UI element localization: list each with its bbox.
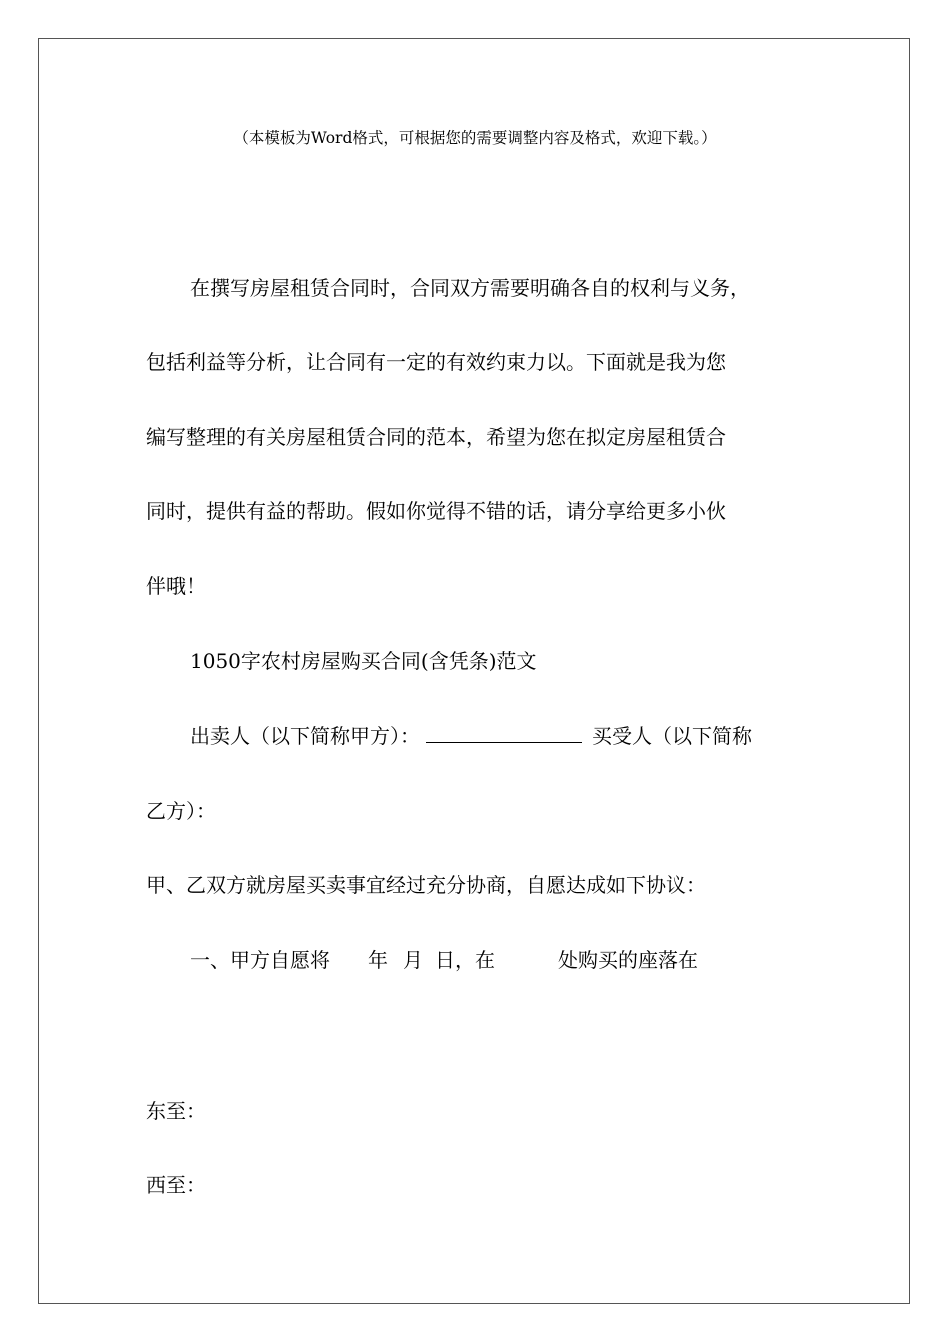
- contract-title: 1050字农村房屋购买合同(含凭条)范文: [190, 649, 537, 673]
- buyer-label-continued: 乙方）：: [146, 799, 216, 823]
- seller-label: 出卖人（以下简称甲方）：: [190, 724, 420, 748]
- intro-line-3: 编写整理的有关房屋租赁合同的范本，希望为您在拟定房屋租赁合: [146, 425, 726, 449]
- agreement-line: 甲、乙双方就房屋买卖事宜经过充分协商，自愿达成如下协议：: [146, 873, 706, 897]
- clause-1-month: 月: [403, 948, 423, 972]
- seller-name-blank[interactable]: [426, 724, 582, 743]
- buyer-label: 买受人（以下简称: [592, 724, 752, 748]
- clause-1-day: 日，在: [435, 948, 495, 972]
- intro-line-2: 包括利益等分析，让合同有一定的有效约束力以。下面就是我为您: [146, 350, 726, 374]
- template-note: （本模板为Word格式，可根据您的需要调整内容及格式，欢迎下载。）: [233, 129, 717, 147]
- intro-line-1: 在撰写房屋租赁合同时，合同双方需要明确各自的权利与义务，: [190, 276, 750, 300]
- parties-line: [190, 722, 752, 750]
- intro-line-4: 同时，提供有益的帮助。假如你觉得不错的话，请分享给更多小伙: [146, 499, 726, 523]
- boundary-west: 西至：: [146, 1173, 206, 1197]
- clause-1-part-b: 处购买的座落在: [558, 948, 698, 972]
- boundary-east: 东至：: [146, 1099, 206, 1123]
- clause-1-year: 年: [368, 948, 388, 972]
- clause-1-part-a: 一、甲方自愿将: [190, 948, 330, 972]
- intro-line-5: 伴哦！: [146, 574, 206, 598]
